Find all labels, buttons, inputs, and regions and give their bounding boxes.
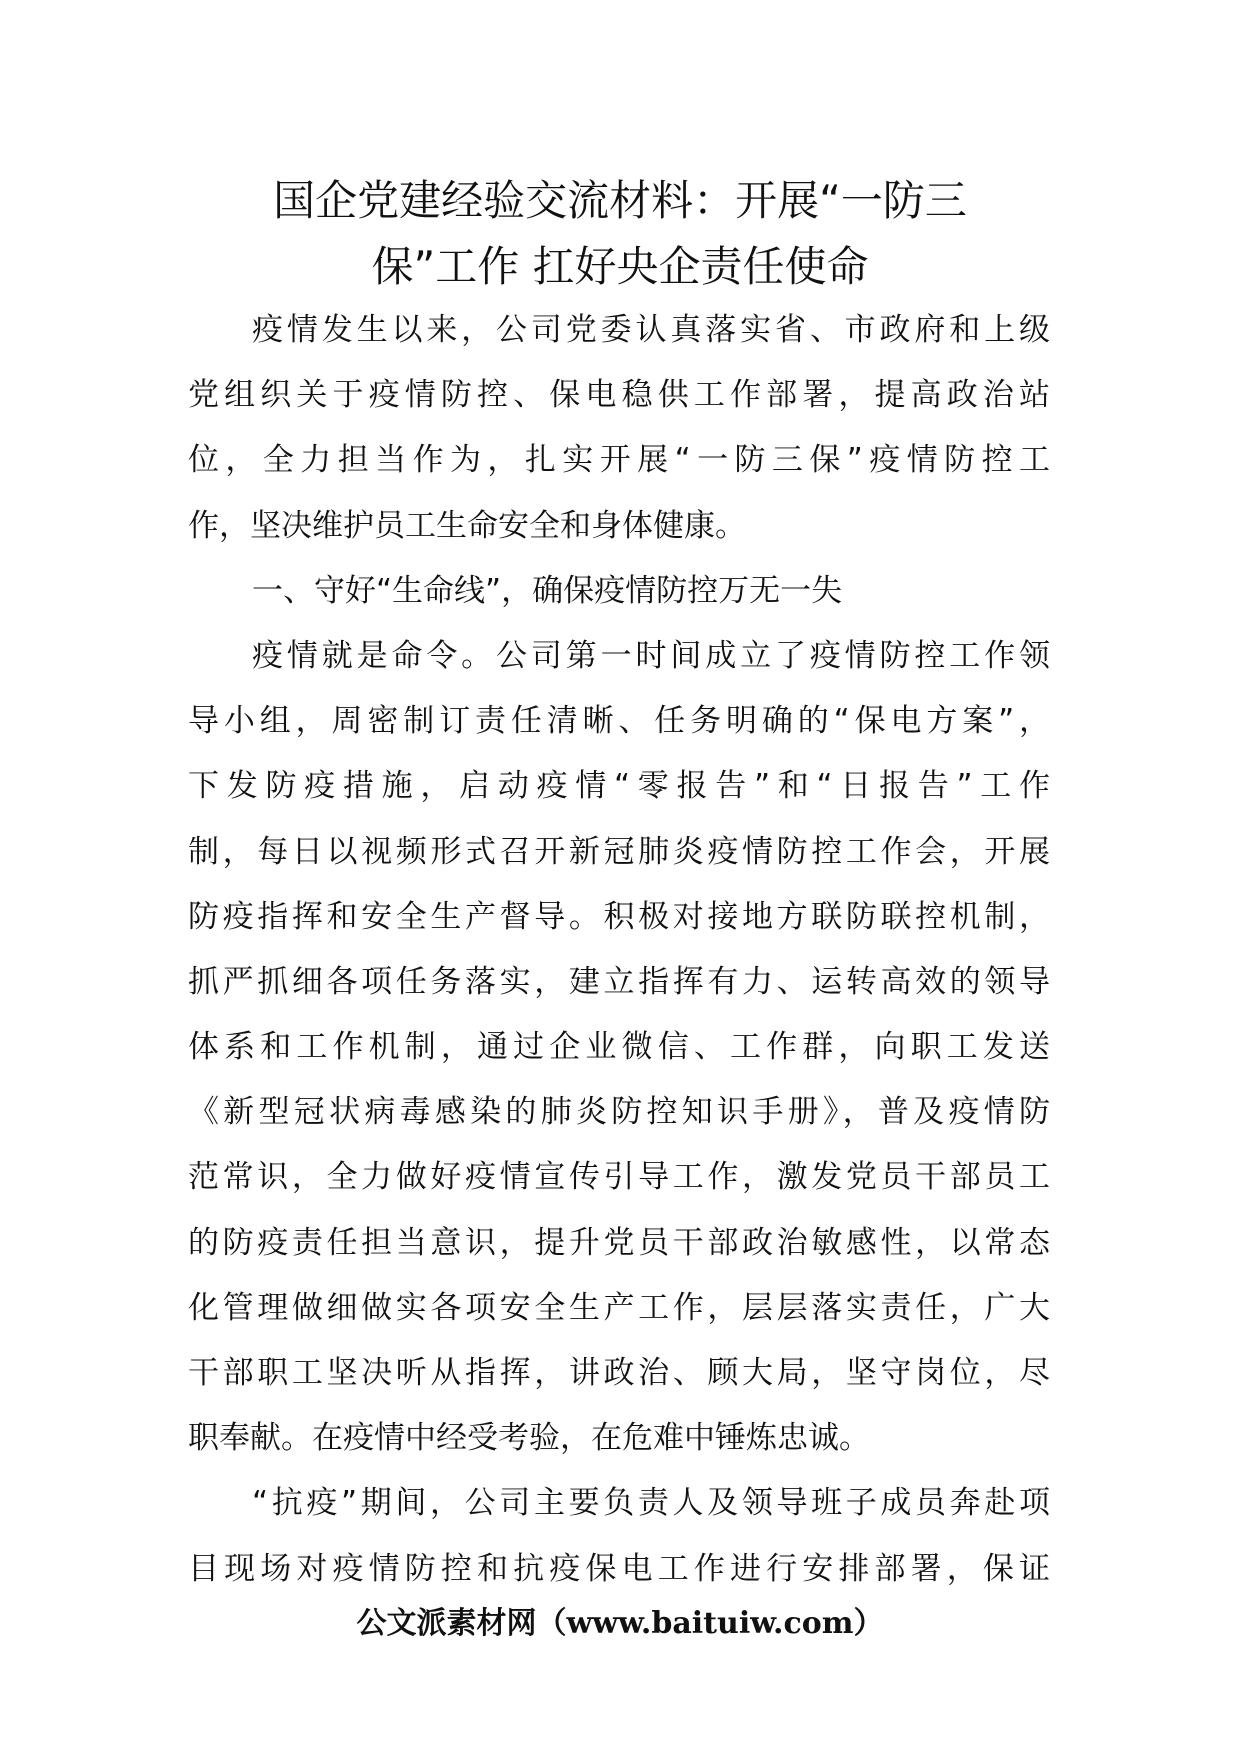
body-line: 导小组，周密制订责任清晰、任务明确的“保电方案”， bbox=[188, 703, 1050, 740]
body-line: 党组织关于疫情防控、保电稳供工作部署，提高政治站 bbox=[188, 377, 1050, 414]
section-heading: 一、守好“生命线”，确保疫情防控万无一失 bbox=[252, 572, 843, 609]
document-body bbox=[188, 298, 1050, 1602]
body-line: 的防疫责任担当意识，提升党员干部政治敏感性，以常态 bbox=[188, 1224, 1050, 1261]
body-line: 作，坚决维护员工生命安全和身体健康。 bbox=[188, 507, 746, 544]
body-line: 下发防疫措施，启动疫情“零报告”和“日报告”工作 bbox=[188, 768, 1050, 805]
body-line: 防疫指挥和安全生产督导。积极对接地方联防联控机制， bbox=[188, 898, 1050, 935]
body-line: 制，每日以视频形式召开新冠肺炎疫情防控工作会，开展 bbox=[188, 833, 1050, 870]
document-title bbox=[190, 168, 1050, 300]
body-line: “抗疫”期间，公司主要负责人及领导班子成员奔赴项 bbox=[252, 1485, 1050, 1522]
footer-watermark: 公文派素材网（www.baituiw.com） bbox=[356, 1606, 884, 1641]
body-line: 目现场对疫情防控和抗疫保电工作进行安排部署，保证 bbox=[188, 1550, 1050, 1587]
body-line: 职奉献。在疫情中经受考验，在危难中锤炼忠诚。 bbox=[188, 1420, 870, 1457]
body-line: 《新型冠状病毒感染的肺炎防控知识手册》，普及疫情防 bbox=[188, 1094, 1050, 1131]
body-line: 抓严抓细各项任务落实，建立指挥有力、运转高效的领导 bbox=[188, 963, 1050, 1000]
body-line: 体系和工作机制，通过企业微信、工作群，向职工发送 bbox=[188, 1029, 1050, 1066]
body-line: 疫情就是命令。公司第一时间成立了疫情防控工作领 bbox=[252, 637, 1050, 674]
body-line: 疫情发生以来，公司党委认真落实省、市政府和上级 bbox=[252, 312, 1050, 348]
title-line-1: 国企党建经验交流材料：开展“一防三 bbox=[273, 176, 967, 225]
title-line-2: 保”工作 扛好央企责任使命 bbox=[371, 242, 869, 291]
body-line: 干部职工坚决听从指挥，讲政治、顾大局，坚守岗位，尽 bbox=[188, 1355, 1050, 1391]
body-line: 化管理做细做实各项安全生产工作，层层落实责任，广大 bbox=[188, 1289, 1050, 1326]
body-line: 位，全力担当作为，扎实开展“一防三保”疫情防控工 bbox=[188, 442, 1050, 479]
body-line: 范常识，全力做好疫情宣传引导工作，激发党员干部员工 bbox=[188, 1159, 1050, 1196]
